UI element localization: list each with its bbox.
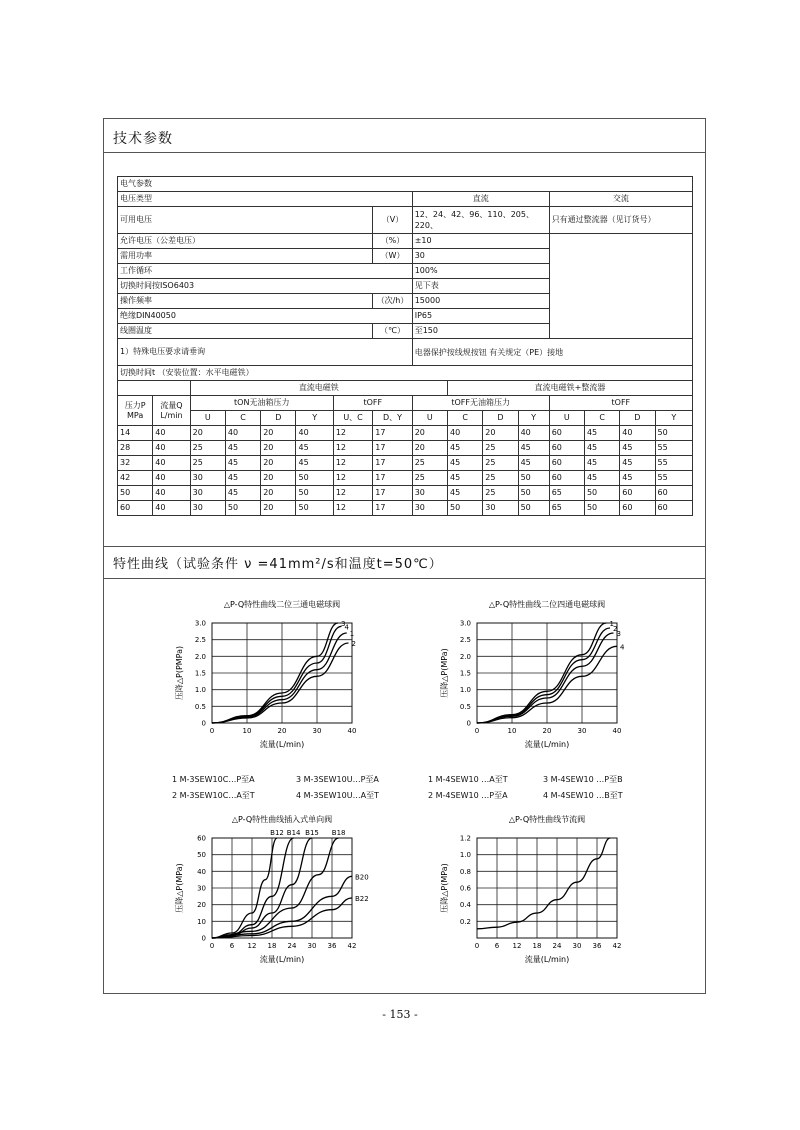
table-row xyxy=(118,426,693,441)
tolerance-value: ±10 xyxy=(412,234,549,249)
x-tick-label: 20 xyxy=(277,727,287,735)
x-tick-label: 30 xyxy=(572,942,582,950)
table-cell: 25 xyxy=(190,456,225,471)
table-cell: 40 xyxy=(448,426,483,441)
pressure-header: 压力P MPa xyxy=(118,396,153,426)
table-cell: 40 xyxy=(153,441,190,456)
x-axis-label: 流量(L/min) xyxy=(259,740,305,749)
series-line xyxy=(212,633,347,723)
x-tick-label: 0 xyxy=(474,942,480,950)
coil-temp-value: 至150 xyxy=(412,324,549,339)
y-tick-label: 3.0 xyxy=(459,619,471,628)
table-row xyxy=(118,441,693,456)
y-tick-label: 1.0 xyxy=(459,851,471,860)
legend-item: 1 M-3SEW10C…P至A xyxy=(172,775,255,784)
x-tick-label: 6 xyxy=(494,942,500,950)
spec-table xyxy=(117,176,693,516)
column-header: C xyxy=(584,411,619,426)
x-axis-label: 流量(L/min) xyxy=(524,955,570,964)
ac-magnet-group: 直流电磁铁+整流器 xyxy=(448,381,693,396)
column-header: U xyxy=(190,411,225,426)
table-cell: 40 xyxy=(153,426,190,441)
table-cell: 50 xyxy=(584,501,619,516)
table-cell: 60 xyxy=(549,456,584,471)
table-cell: 14 xyxy=(118,426,153,441)
column-header: U xyxy=(549,411,584,426)
series-label: 2 xyxy=(613,625,618,633)
x-tick-label: 12 xyxy=(512,942,522,950)
column-header: D xyxy=(620,411,655,426)
y-tick-label: 0.2 xyxy=(459,917,471,926)
section-title-specs: 技术参数 xyxy=(113,131,173,147)
switch-time-header: 切换时间t （安装位置：水平电磁铁） xyxy=(118,366,693,381)
y-tick-label: 1.2 xyxy=(459,834,471,843)
table-cell: 50 xyxy=(296,486,333,501)
series-line xyxy=(212,898,352,938)
x-axis-label: 流量(L/min) xyxy=(524,740,570,749)
unit: （W） xyxy=(373,249,412,264)
x-tick-label: 0 xyxy=(209,942,215,950)
column-header: Y xyxy=(518,411,549,426)
table-cell: 40 xyxy=(153,501,190,516)
series-label: 2 xyxy=(351,640,356,648)
table-cell: 50 xyxy=(296,501,333,516)
table-cell: 65 xyxy=(549,501,584,516)
chart-throttle-valve xyxy=(425,810,645,975)
special-voltage-note: 1）特殊电压要求请垂询 xyxy=(118,339,413,366)
y-tick-label: 1.0 xyxy=(194,686,206,695)
table-cell: 20 xyxy=(261,456,296,471)
table-cell: 30 xyxy=(483,501,518,516)
toff-header: tOFF xyxy=(549,396,692,411)
table-cell: 50 xyxy=(584,486,619,501)
table-cell: 60 xyxy=(620,501,655,516)
ton-header: tON无油箱压力 xyxy=(190,396,333,411)
series-line xyxy=(477,633,614,723)
y-axis-label: 压降△P(PMPa) xyxy=(175,645,184,701)
table-cell: 60 xyxy=(549,426,584,441)
table-cell: 40 xyxy=(225,426,260,441)
table-cell: 17 xyxy=(373,456,412,471)
x-tick-label: 40 xyxy=(612,727,622,735)
table-cell: 55 xyxy=(655,471,692,486)
table-cell: 32 xyxy=(118,456,153,471)
table-cell: 12 xyxy=(333,486,372,501)
table-cell: 20 xyxy=(483,426,518,441)
table-cell: 25 xyxy=(483,471,518,486)
unit: （次/h） xyxy=(373,294,412,309)
table-cell: 25 xyxy=(412,471,447,486)
table-cell: 20 xyxy=(412,441,447,456)
table-cell: 40 xyxy=(620,426,655,441)
duty-label: 工作循环 xyxy=(118,264,413,279)
column-header: D xyxy=(261,411,296,426)
table-cell: 12 xyxy=(333,441,372,456)
table-cell: 12 xyxy=(333,456,372,471)
table-cell: 45 xyxy=(225,456,260,471)
table-cell: 25 xyxy=(483,456,518,471)
table-cell: 45 xyxy=(225,471,260,486)
table-cell: 25 xyxy=(412,456,447,471)
y-tick-label: 0.8 xyxy=(459,867,471,876)
column-header: U、C xyxy=(333,411,372,426)
switch-time-value: 见下表 xyxy=(412,279,549,294)
table-cell: 40 xyxy=(153,456,190,471)
table-cell: 17 xyxy=(373,486,412,501)
unit: （V） xyxy=(373,207,412,234)
insulation-value: IP65 xyxy=(412,309,549,324)
y-tick-label: 20 xyxy=(197,901,206,910)
dc-magnet-group: 直流电磁铁 xyxy=(190,381,447,396)
x-tick-label: 20 xyxy=(542,727,552,735)
avail-voltage-label: 可用电压 xyxy=(118,207,373,234)
ac-label: 交流 xyxy=(549,192,692,207)
column-header: D、Y xyxy=(373,411,412,426)
table-row xyxy=(118,501,693,516)
table-cell: 60 xyxy=(118,501,153,516)
chart-check-valve xyxy=(160,810,380,975)
divider xyxy=(103,546,706,547)
table-cell: 28 xyxy=(118,441,153,456)
table-cell: 50 xyxy=(655,426,692,441)
table-cell: 45 xyxy=(584,456,619,471)
x-tick-label: 36 xyxy=(592,942,602,950)
table-cell: 17 xyxy=(373,471,412,486)
table-cell: 60 xyxy=(549,441,584,456)
table-cell: 45 xyxy=(620,471,655,486)
y-axis-label: 压降△P(MPa) xyxy=(440,648,449,698)
table-row xyxy=(118,486,693,501)
series-line xyxy=(477,628,610,723)
legend-item: 4 M-3SEW10U…A至T xyxy=(296,791,379,800)
legend-item: 3 M-4SEW10 …P至B xyxy=(543,775,623,784)
row-electrical: 电气参数 xyxy=(118,177,693,192)
series-label: 3 xyxy=(616,630,621,638)
table-cell: 20 xyxy=(261,501,296,516)
x-tick-label: 30 xyxy=(577,727,587,735)
table-cell: 30 xyxy=(190,501,225,516)
x-tick-label: 10 xyxy=(507,727,517,735)
table-cell: 12 xyxy=(333,471,372,486)
table-cell: 20 xyxy=(261,441,296,456)
column-header: Y xyxy=(296,411,333,426)
protection-note: 电器保护按线规按钮 有关规定（PE）接地 xyxy=(412,339,692,366)
power-label: 需用功率 xyxy=(118,249,373,264)
table-cell: 45 xyxy=(584,426,619,441)
table-cell: 50 xyxy=(448,501,483,516)
y-tick-label: 60 xyxy=(197,834,206,843)
table-cell: 45 xyxy=(448,486,483,501)
y-tick-label: 2.5 xyxy=(194,636,206,645)
legend-item: 1 M-4SEW10 …A至T xyxy=(428,775,508,784)
chart-2-4-way-ball-valve xyxy=(425,595,645,760)
series-label: B20 xyxy=(355,873,369,882)
x-tick-label: 42 xyxy=(347,942,357,950)
x-tick-label: 36 xyxy=(327,942,337,950)
legend-item: 2 M-3SEW10C…A至T xyxy=(172,791,255,800)
table-cell: 17 xyxy=(373,426,412,441)
table-cell: 55 xyxy=(655,441,692,456)
table-cell: 45 xyxy=(225,441,260,456)
series-label: 4 xyxy=(620,643,625,652)
toff-no-oil-header: tOFF无油箱压力 xyxy=(412,396,549,411)
x-tick-label: 24 xyxy=(552,942,562,950)
x-tick-label: 12 xyxy=(247,942,257,950)
coil-temp-label: 线圈温度 xyxy=(118,324,373,339)
avail-voltage-dc: 12、24、42、96、110、205、220、 xyxy=(412,207,549,234)
y-tick-label: 2.5 xyxy=(459,636,471,645)
x-tick-label: 18 xyxy=(532,942,542,950)
x-tick-label: 40 xyxy=(347,727,357,735)
dc-label: 直流 xyxy=(412,192,549,207)
table-cell: 50 xyxy=(118,486,153,501)
series-label: B22 xyxy=(355,895,369,903)
y-tick-label: 0 xyxy=(201,719,206,728)
series-label: B18 xyxy=(331,829,346,837)
table-cell: 40 xyxy=(296,426,333,441)
legend-item: 2 M-4SEW10 …P至A xyxy=(428,791,508,800)
y-tick-label: 1.5 xyxy=(459,669,471,678)
table-cell: 45 xyxy=(448,471,483,486)
y-tick-label: 2.0 xyxy=(459,652,471,661)
y-axis-label: 压降△P(MPa) xyxy=(440,863,449,913)
table-cell: 60 xyxy=(655,486,692,501)
table-cell: 45 xyxy=(518,441,549,456)
table-cell: 50 xyxy=(518,501,549,516)
table-cell: 40 xyxy=(153,471,190,486)
series-label: 1 xyxy=(349,630,355,638)
x-tick-label: 24 xyxy=(287,942,297,950)
flow-header: 流量Q L/min xyxy=(153,396,190,426)
table-cell: 17 xyxy=(373,501,412,516)
table-cell: 40 xyxy=(518,426,549,441)
x-tick-label: 0 xyxy=(209,727,215,735)
legend-item: 3 M-3SEW10U…P至A xyxy=(296,775,379,784)
table-cell: 20 xyxy=(261,426,296,441)
table-cell: 45 xyxy=(296,456,333,471)
table-cell: 30 xyxy=(412,486,447,501)
table-row xyxy=(118,471,693,486)
y-axis-label: 压降△P(MPa) xyxy=(175,863,184,913)
y-tick-label: 0 xyxy=(201,934,206,943)
table-cell: 17 xyxy=(373,441,412,456)
unit: （℃） xyxy=(373,324,412,339)
tolerance-label: 允许电压（公差电压） xyxy=(118,234,373,249)
series-line xyxy=(212,643,349,723)
table-cell: 25 xyxy=(483,486,518,501)
y-tick-label: 0.5 xyxy=(459,702,471,711)
toff-header: tOFF xyxy=(333,396,412,411)
switch-time-label: 切换时间按ISO6403 xyxy=(118,279,413,294)
y-tick-label: 3.0 xyxy=(194,619,206,628)
series-label: B14 xyxy=(286,829,301,837)
chart-title: △P-Q特性曲线二位四通电磁球阀 xyxy=(488,600,606,609)
table-cell: 20 xyxy=(412,426,447,441)
table-cell: 65 xyxy=(549,486,584,501)
table-cell: 45 xyxy=(296,441,333,456)
table-cell: 60 xyxy=(655,501,692,516)
power-value: 30 xyxy=(412,249,549,264)
page-number: - 153 - xyxy=(382,1008,418,1021)
table-cell: 12 xyxy=(333,501,372,516)
avail-voltage-ac: 只有通过整流器（见订货号） xyxy=(549,207,692,234)
x-tick-label: 0 xyxy=(474,727,480,735)
chart-2-3-way-ball-valve xyxy=(160,595,380,760)
table-cell: 45 xyxy=(620,441,655,456)
table-cell: 50 xyxy=(518,471,549,486)
chart-title: △P-Q特性曲线插入式单向阀 xyxy=(231,815,333,824)
table-cell: 30 xyxy=(412,501,447,516)
y-tick-label: 1.0 xyxy=(459,686,471,695)
y-tick-label: 0 xyxy=(466,719,471,728)
y-tick-label: 50 xyxy=(197,851,206,860)
y-tick-label: 0.4 xyxy=(459,901,471,910)
divider xyxy=(103,578,706,579)
x-tick-label: 18 xyxy=(267,942,277,950)
table-row xyxy=(118,456,693,471)
column-header: U xyxy=(412,411,447,426)
y-tick-label: 2.0 xyxy=(194,652,206,661)
column-header: C xyxy=(448,411,483,426)
series-label: 1 xyxy=(609,620,614,628)
table-cell: 45 xyxy=(448,441,483,456)
frequency-label: 操作频率 xyxy=(118,294,373,309)
y-tick-label: 40 xyxy=(197,867,206,876)
x-tick-label: 30 xyxy=(312,727,322,735)
series-line xyxy=(212,876,352,938)
table-cell: 45 xyxy=(448,456,483,471)
table-cell: 30 xyxy=(190,471,225,486)
table-cell: 12 xyxy=(333,426,372,441)
series-label: B12 xyxy=(270,829,284,837)
column-header: D xyxy=(483,411,518,426)
table-cell: 55 xyxy=(655,456,692,471)
table-cell: 45 xyxy=(225,486,260,501)
series-label: B15 xyxy=(305,829,319,837)
y-tick-label: 0.5 xyxy=(194,702,206,711)
column-header: C xyxy=(225,411,260,426)
ac-blank xyxy=(549,234,692,339)
x-tick-label: 30 xyxy=(307,942,317,950)
unit: （%） xyxy=(373,234,412,249)
series-label: 3 xyxy=(341,620,346,628)
duty-value: 100% xyxy=(412,264,549,279)
y-tick-label: 30 xyxy=(197,884,206,893)
x-tick-label: 6 xyxy=(229,942,235,950)
y-tick-label: 0.6 xyxy=(459,884,471,893)
table-cell: 40 xyxy=(153,486,190,501)
chart-title: △P-Q特性曲线节流阀 xyxy=(508,815,586,824)
x-tick-label: 10 xyxy=(242,727,252,735)
table-cell: 25 xyxy=(190,441,225,456)
voltage-type-label: 电压类型 xyxy=(118,192,413,207)
table-cell: 45 xyxy=(584,471,619,486)
table-cell: 20 xyxy=(190,426,225,441)
table-cell: 25 xyxy=(483,441,518,456)
column-header: Y xyxy=(655,411,692,426)
table-cell: 42 xyxy=(118,471,153,486)
table-cell: 60 xyxy=(549,471,584,486)
table-cell: 30 xyxy=(190,486,225,501)
insulation-label: 绝缘DIN40050 xyxy=(118,309,413,324)
legend-item: 4 M-4SEW10 …B至T xyxy=(543,791,623,800)
table-cell: 60 xyxy=(620,486,655,501)
series-label: 4 xyxy=(344,623,349,632)
blank xyxy=(118,381,191,396)
chart-title: △P-Q特性曲线二位三通电磁球阀 xyxy=(223,600,341,609)
table-cell: 50 xyxy=(518,486,549,501)
y-tick-label: 10 xyxy=(197,917,206,926)
table-cell: 45 xyxy=(518,456,549,471)
table-cell: 20 xyxy=(261,486,296,501)
section-title-curves: 特性曲线（试验条件 ν =41mm²/s和温度t=50℃） xyxy=(113,557,443,572)
table-cell: 50 xyxy=(296,471,333,486)
table-cell: 20 xyxy=(261,471,296,486)
divider xyxy=(103,152,706,153)
y-tick-label: 1.5 xyxy=(194,669,206,678)
x-axis-label: 流量(L/min) xyxy=(259,955,305,964)
table-cell: 50 xyxy=(225,501,260,516)
x-tick-label: 42 xyxy=(612,942,622,950)
table-cell: 45 xyxy=(584,441,619,456)
table-cell: 45 xyxy=(620,456,655,471)
frequency-value: 15000 xyxy=(412,294,549,309)
